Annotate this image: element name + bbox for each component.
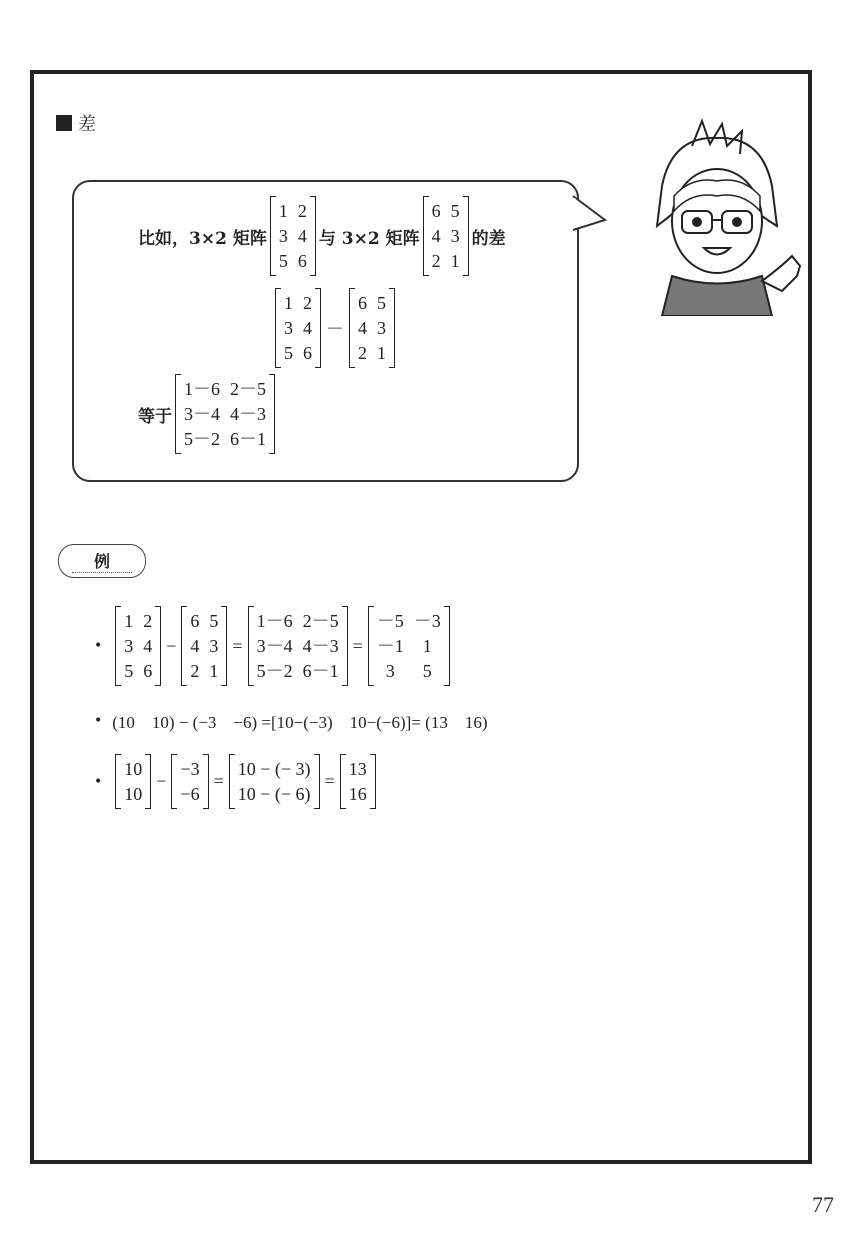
matrix-cell: 3 xyxy=(377,318,386,338)
matrix-a xyxy=(275,288,321,368)
bubble-subtraction xyxy=(272,288,398,368)
matrix-cell: 10 xyxy=(124,784,143,804)
matrix-cell: 2 xyxy=(431,251,441,271)
matrix-cell: －3 xyxy=(413,611,441,631)
matrix-cell: 4 xyxy=(431,226,441,246)
minus-sign: − xyxy=(166,635,177,656)
matrix-cell: －1 xyxy=(376,636,404,656)
matrix-cell: 2 xyxy=(190,661,200,681)
matrix-cell: 3 xyxy=(450,226,460,246)
matrix-a xyxy=(115,606,161,686)
section-heading xyxy=(56,110,96,136)
matrix-cell: 2 xyxy=(303,293,312,313)
matrix-cell: 1－6 xyxy=(184,379,220,399)
section-title: 差 xyxy=(78,114,96,135)
matrix-cell: 2－5 xyxy=(230,379,266,399)
matrix-cell: 2－5 xyxy=(302,611,339,631)
matrix-cell: 5 xyxy=(422,661,432,681)
bubble-line-1 xyxy=(138,196,506,276)
column-vector-result xyxy=(340,754,376,809)
matrix-cell: 10 − (− 3) xyxy=(237,759,311,779)
example-tag-label: 例 xyxy=(72,549,132,573)
matrix-cell: 1 xyxy=(278,201,288,221)
matrix-cell: 4－3 xyxy=(230,404,266,424)
matrix-cell: 3 xyxy=(385,661,395,681)
bullet-icon: • xyxy=(94,712,103,729)
matrix-cell: 1－6 xyxy=(256,611,293,631)
matrix-cell: 1 xyxy=(284,293,293,313)
example-equation-1 xyxy=(94,606,453,686)
matrix-cell: 6－1 xyxy=(230,429,266,449)
page-number: 77 xyxy=(812,1192,834,1217)
matrix-diff xyxy=(248,606,348,686)
matrix-cell: 4 xyxy=(190,636,200,656)
matrix-cell: 2 xyxy=(297,201,307,221)
minus-sign: － xyxy=(326,319,344,339)
example-tag xyxy=(58,544,146,578)
matrix-cell: 4 xyxy=(297,226,307,246)
matrix-cell: 1 xyxy=(422,636,432,656)
matrix-b xyxy=(423,196,469,276)
black-square-icon xyxy=(56,115,72,131)
matrix-cell: 6 xyxy=(431,201,441,221)
matrix-cell: 6－1 xyxy=(302,661,339,681)
page-frame xyxy=(30,70,812,1164)
matrix-a xyxy=(270,196,316,276)
matrix-b xyxy=(349,288,395,368)
example-equation-3 xyxy=(94,754,379,809)
matrix-cell: －5 xyxy=(376,611,404,631)
matrix-cell: 5 xyxy=(450,201,460,221)
equals-sign: = xyxy=(352,635,363,656)
bubble-result xyxy=(138,374,278,454)
character-illustration xyxy=(632,116,802,316)
bubble-text-suffix: 的差 xyxy=(471,228,506,249)
matrix-cell: 5 xyxy=(124,661,134,681)
column-vector-diff xyxy=(229,754,320,809)
matrix-cell: 1 xyxy=(450,251,460,271)
matrix-cell: 4 xyxy=(143,636,153,656)
column-vector-b xyxy=(171,754,208,809)
matrix-cell: 3－4 xyxy=(256,636,293,656)
equals-label: 等于 xyxy=(138,406,172,427)
matrix-cell: 6 xyxy=(190,611,200,631)
equals-sign: = xyxy=(213,771,224,791)
matrix-cell: 6 xyxy=(297,251,307,271)
matrix-cell: 5 xyxy=(284,343,293,363)
matrix-cell: 1 xyxy=(209,661,219,681)
matrix-cell: 6 xyxy=(303,343,312,363)
matrix-cell: 5－2 xyxy=(184,429,220,449)
matrix-cell: 5 xyxy=(209,611,219,631)
row-vector-equation: (10 10) − (−3 −6) =[10−(−3) 10−(−6)]= (13 16) xyxy=(112,713,488,732)
bubble-text-mid: 与 3×2 矩阵 xyxy=(318,228,420,249)
matrix-b xyxy=(181,606,227,686)
matrix-cell: 2 xyxy=(358,343,367,363)
matrix-cell: 1 xyxy=(377,343,386,363)
matrix-cell: 4 xyxy=(358,318,367,338)
matrix-cell: 10 xyxy=(124,759,143,779)
matrix-cell: 2 xyxy=(143,611,153,631)
matrix-diff xyxy=(175,374,275,454)
example-equation-2 xyxy=(94,708,488,733)
matrix-cell: 3 xyxy=(209,636,219,656)
matrix-cell: 16 xyxy=(348,784,367,804)
matrix-cell: 3 xyxy=(124,636,134,656)
matrix-cell: 4－3 xyxy=(302,636,339,656)
matrix-cell: 13 xyxy=(348,759,367,779)
bullet-icon: • xyxy=(94,638,103,654)
minus-sign: − xyxy=(156,771,167,791)
matrix-cell: 6 xyxy=(143,661,153,681)
matrix-cell: 3 xyxy=(284,318,293,338)
matrix-result xyxy=(368,606,450,686)
matrix-cell: 5 xyxy=(278,251,288,271)
matrix-cell: −6 xyxy=(180,784,200,804)
matrix-cell: 5－2 xyxy=(256,661,293,681)
equals-sign: = xyxy=(232,635,243,656)
bullet-icon: • xyxy=(94,773,103,790)
matrix-cell: 10 − (− 6) xyxy=(237,784,311,804)
equals-sign: = xyxy=(324,771,335,791)
matrix-cell: −3 xyxy=(180,759,200,779)
matrix-cell: 1 xyxy=(124,611,134,631)
column-vector-a xyxy=(115,754,151,809)
matrix-cell: 4 xyxy=(303,318,312,338)
matrix-cell: 3 xyxy=(278,226,288,246)
bubble-text-prefix: 比如，3×2 矩阵 xyxy=(138,228,267,249)
matrix-cell: 3－4 xyxy=(184,404,220,424)
matrix-cell: 5 xyxy=(377,293,386,313)
speech-bubble-tail-icon xyxy=(571,190,607,240)
matrix-cell: 6 xyxy=(358,293,367,313)
